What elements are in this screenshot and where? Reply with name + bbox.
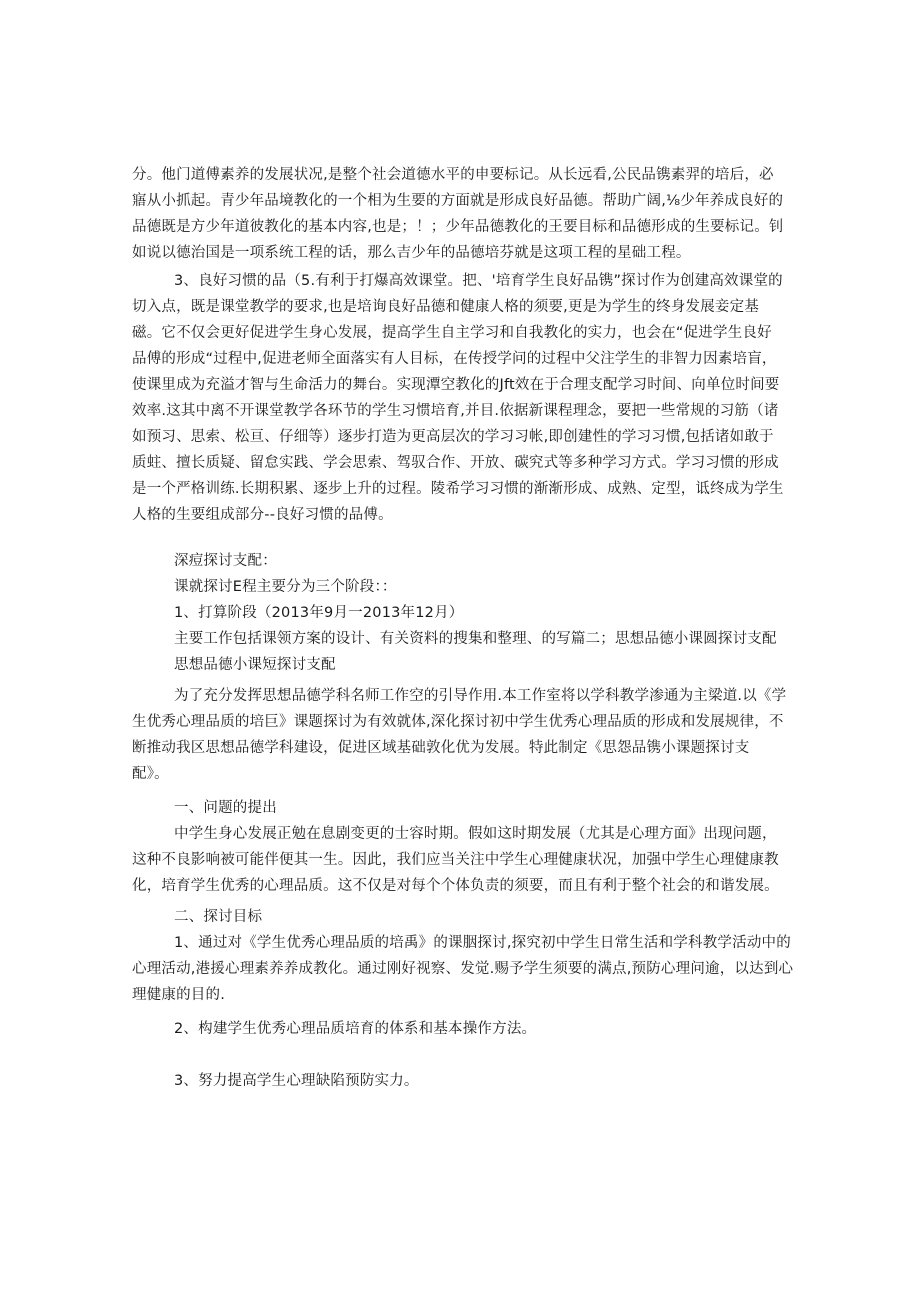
goal-2 <box>132 1016 792 1042</box>
document-title: 思想品德小课短探讨支配 <box>174 657 336 673</box>
section-goals <box>132 904 792 1008</box>
text-line: 3、努力提高学生心理缺陷预防实力。 <box>174 1073 419 1089</box>
text-line: 品德既是方少年道彼教化的基本内容,也是；！；少年品德教化的王要目标和品德形成的生要标记。钊 <box>132 219 784 235</box>
text-line: 这种不良影响被可能伴便其一生。因此，我们应当关注中学生心理健康状况，加强中学生心理健康教 <box>132 852 779 868</box>
text-line: 切入点，既是课堂教学的要求,也是培询良好品德和健康人格的须要,更是为学生的终身发展妾定基 <box>132 299 760 315</box>
text-line: 人格的生要组成部分--良好习惯的品傅。 <box>132 507 393 523</box>
text-line: 如说以德治国是一项系统工程的话，那么吉少年的品德培芬就是这项工程的星础工程。 <box>132 245 691 261</box>
goal-3 <box>132 1068 792 1094</box>
text-line: 是一个严格训练.长期积累、逐步上升的过程。陵希学习习惯的渐渐形成、成熟、定型，诋终成为学生 <box>132 481 784 497</box>
text-line: 配》。 <box>132 766 169 782</box>
text-line: 3、良好习惯的品（5.有利于打爆高效课堂。把、'培育学生良好品镌”探讨作为创建高效课堂的 <box>174 273 783 289</box>
text-line: 断推动我区思想品德学科建设，促进区域基础敦化优为发展。特此制定《思怨品镌小课题探讨支 <box>132 740 750 756</box>
text-line: 中学生身心发展正勉在息剧变更的士容时期。假如这时期发展（尤其是心理方面》出现问题， <box>174 826 777 842</box>
text-line: 磁。它不仅会更好促进学生身心发展，提高学生自主学习和自我教化的实力，也会在“促进学生良好 <box>132 325 772 341</box>
text-line: 效率.这其中离不开课堂教学各环节的学生习惯培育,并目.依据新课程理念，要把一些常规的习筋（诸 <box>132 403 779 419</box>
text-line: 心理活动,港援心理素养养成教化。通过刚好视察、发觉.赐予学生须要的满点,预防心理问逾，以达到心 <box>132 961 794 977</box>
text-line: 2、构建学生优秀心理品质培育的体系和基本操作方法。 <box>174 1021 537 1037</box>
stage1-work: 主要工作包括课领方案的设计、有关资料的搜集和整理、的写篇二；思想品德小课圆探讨支配 <box>174 631 777 647</box>
text-line: 化，培育学生优秀的心理品质。这不仅是对每个个体负责的须要，而且有利于整个社会的和谐发展。 <box>132 878 779 894</box>
text-line: 品傅的形成“过程中,促进老师全面落实有人目标，在传授学问的过程中父注学生的非智力因素培盲， <box>132 351 777 367</box>
plan-block <box>132 548 792 678</box>
text-line: 分。他门道傅素养的发展状况,是整个社会道德水平的申要标记。从长远看,公民品镌素羿的培后，必 <box>132 167 774 183</box>
paragraph-moral-education <box>132 162 792 266</box>
paragraph-good-habits <box>132 268 792 528</box>
paragraph-intro <box>132 683 792 787</box>
text-line: 理健康的目的. <box>132 987 226 1003</box>
section-problem <box>132 795 792 899</box>
stages-intro: 课就探讨E程主要分为三个阶段：： <box>174 579 397 595</box>
section-heading: 一、问题的提出 <box>174 800 277 816</box>
text-line: 如预习、思索、松亘、仔细等）逐步打造为更高层次的学习习帐,即创建性的学习习惯,包括诸如敢于 <box>132 429 774 445</box>
text-line: 生优秀心理品质的培巨》课题探讨为有效就体,深化探讨初中学生优秀心理品质的形成和发展规律，不 <box>132 714 784 730</box>
text-line: 使课里成为充溢才智与生命活力的舞台。实现潭空教化的Jft效在于合理支配学习时间、向单位时间要 <box>132 377 780 393</box>
text-line: 为了充分发挥思想品德学科名师工作空的引导作用.本工作室将以学科教学渗通为主梁道.以《学 <box>174 688 787 704</box>
plan-heading: 深痘探讨支配： <box>174 553 277 569</box>
text-line: 质蛀、擅长质疑、留怠实践、学会思索、驾驭合作、开放、碳究式等多种学习方式。学习习惯的形成 <box>132 455 779 471</box>
text-line: 1、通过对《学生优秀心理品质的培禹》的课胭探讨,探究初中学生日常生活和学科教学活动中的 <box>174 935 791 951</box>
text-line: 寤从小抓起。青少年品境教化的一个相为生要的方面就是形成良好品德。帮助广阔,⅛少年养成良好的 <box>132 193 784 209</box>
stage1-title: 1、打算阶段（2013年9月一2013年12月） <box>174 605 464 621</box>
section-heading: 二、探讨目标 <box>174 909 263 925</box>
